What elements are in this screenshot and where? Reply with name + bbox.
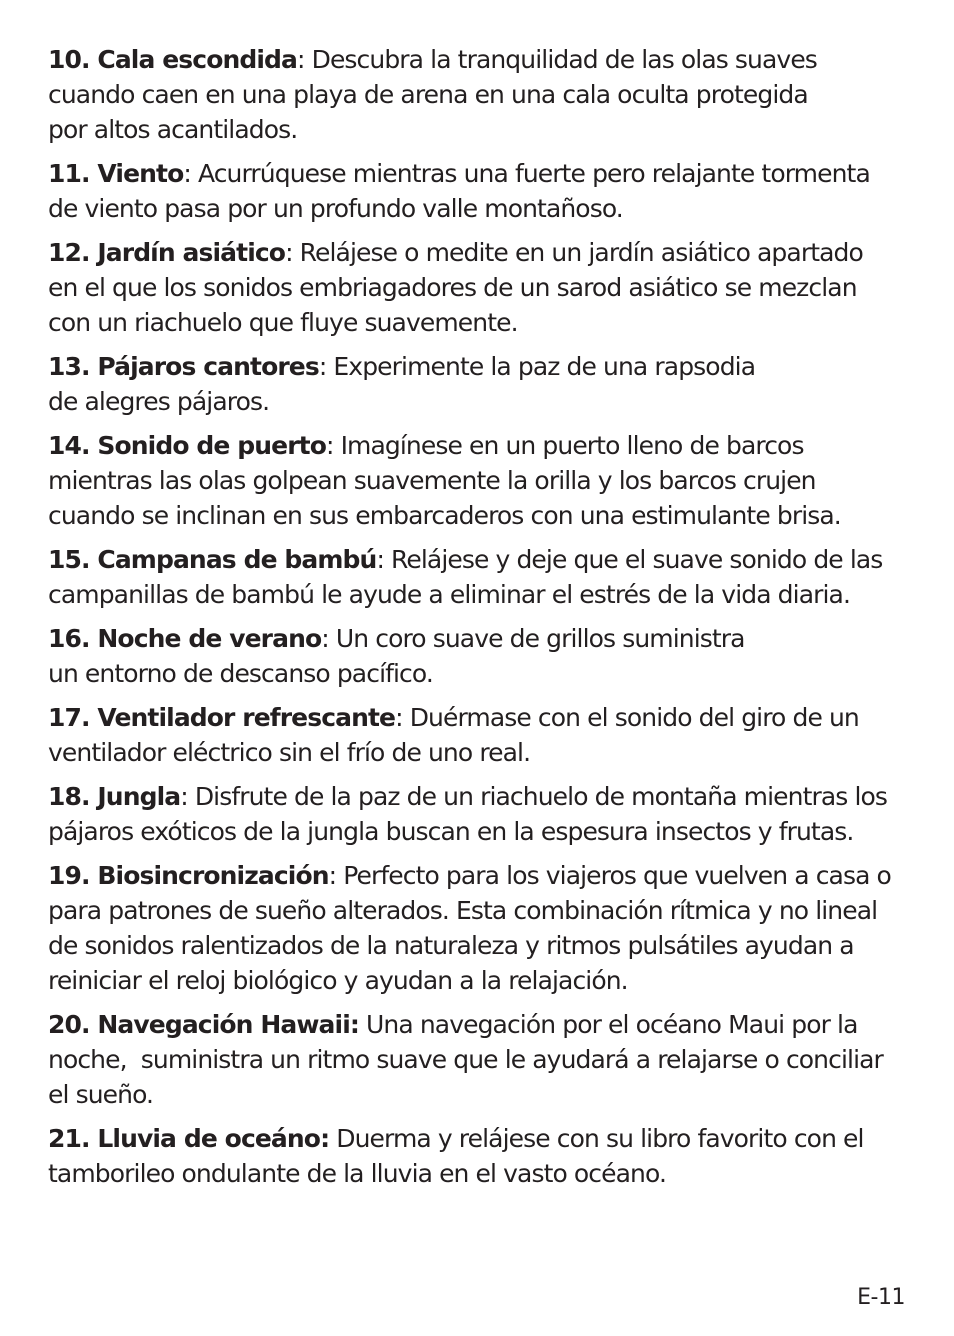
sound-entry-separator: : bbox=[180, 782, 195, 811]
sound-entry bbox=[48, 235, 910, 340]
sound-entry-title: 15. Campanas de bambú bbox=[48, 545, 377, 574]
sound-entry-description-line: Duerma y relájese con su libro favorito con el bbox=[336, 1124, 864, 1153]
sound-entry-description-line: Acurrúquese mientras una fuerte pero relajante tormenta bbox=[197, 159, 870, 188]
sound-entry-title: 13. Pájaros cantores bbox=[48, 352, 319, 381]
sound-entry-title: 12. Jardín asiático bbox=[48, 238, 286, 267]
sound-entry-title: 14. Sonido de puerto bbox=[48, 431, 326, 460]
sound-entry bbox=[48, 779, 910, 849]
sound-entry bbox=[48, 621, 910, 691]
sound-entry bbox=[48, 1007, 910, 1112]
sound-entry-separator bbox=[359, 1010, 366, 1039]
sound-entry-description-line: cuando caen en una playa de arena en una cala oculta protegida bbox=[48, 80, 808, 109]
sound-entry-description-line: Una navegación por el océano Maui por la bbox=[366, 1010, 858, 1039]
sound-entry-separator: : bbox=[328, 861, 344, 890]
sound-entry-title: 19. Biosincronización bbox=[48, 861, 329, 890]
sound-entry-description-line: Relájese y deje que el suave sonido de las bbox=[391, 545, 883, 574]
sound-entry-separator: : bbox=[395, 703, 410, 732]
page-number: E-11 bbox=[857, 1285, 905, 1310]
sound-entry-description-line: Descubra la tranquilidad de las olas suaves bbox=[311, 45, 817, 74]
sound-entry-description-line: noche, suministra un ritmo suave que le ayudará a relajarse o conciliar bbox=[48, 1045, 883, 1074]
sound-entry-description-line: Duérmase con el sonido del giro de un bbox=[409, 703, 859, 732]
sound-entry-title: 17. Ventilador refrescante bbox=[48, 703, 396, 732]
sound-entry bbox=[48, 428, 910, 533]
sound-entry-description-line: Experimente la paz de una rapsodia bbox=[333, 352, 756, 381]
sound-entry-description-line: campanillas de bambú le ayude a eliminar el estrés de la vida diaria. bbox=[48, 580, 851, 609]
sound-entry-separator: : bbox=[183, 159, 198, 188]
sound-entry-description-line: pájaros exóticos de la jungla buscan en la espesura insectos y frutas. bbox=[48, 817, 854, 846]
sound-entry-separator: : bbox=[325, 431, 341, 460]
sound-entry-description-line: mientras las olas golpean suavemente la orilla y los barcos crujen bbox=[48, 466, 816, 495]
sound-entry-description-line: por altos acantilados. bbox=[48, 115, 298, 144]
sound-entry-separator: : bbox=[285, 238, 300, 267]
sound-entry-description-line: reiniciar el reloj biológico y ayudan a la relajación. bbox=[48, 966, 628, 995]
sound-entry-description-line: con un riachuelo que fluye suavemente. bbox=[48, 308, 518, 337]
sound-entry-description-line: Un coro suave de grillos suministra bbox=[335, 624, 745, 653]
sound-entry-title: 11. Viento bbox=[48, 159, 184, 188]
sound-entry-title: 21. Lluvia de oceáno: bbox=[48, 1124, 330, 1153]
sound-entry-description-line: Perfecto para los viajeros que vuelven a casa o bbox=[343, 861, 891, 890]
sound-entry-description-line: el sueño. bbox=[48, 1080, 154, 1109]
sound-entry bbox=[48, 1121, 910, 1191]
sound-entry-description-line: ventilador eléctrico sin el frío de uno real. bbox=[48, 738, 531, 767]
sound-entry bbox=[48, 700, 910, 770]
sound-entry-description-line: de alegres pájaros. bbox=[48, 387, 270, 416]
sound-entry bbox=[48, 542, 910, 612]
sound-entry-description-line: de viento pasa por un profundo valle montañoso. bbox=[48, 194, 623, 223]
sound-entry-separator: : bbox=[376, 545, 392, 574]
sound-entry-title: 10. Cala escondida bbox=[48, 45, 298, 74]
sound-entry-description-line: Disfrute de la paz de un riachuelo de montaña mientras los bbox=[194, 782, 888, 811]
sound-entry-title: 18. Jungla bbox=[48, 782, 181, 811]
sound-list bbox=[48, 42, 910, 1200]
sound-entry bbox=[48, 156, 910, 226]
sound-entry bbox=[48, 858, 910, 998]
sound-entry-description-line: para patrones de sueño alterados. Esta combinación rítmica y no lineal bbox=[48, 896, 878, 925]
sound-entry-title: 20. Navegación Hawaii: bbox=[48, 1010, 359, 1039]
sound-entry-description-line: un entorno de descanso pacífico. bbox=[48, 659, 433, 688]
sound-entry-description-line: tamborileo ondulante de la lluvia en el vasto océano. bbox=[48, 1159, 666, 1188]
sound-entry-separator: : bbox=[297, 45, 312, 74]
sound-entry-description-line: cuando se inclinan en sus embarcaderos con una estimulante brisa. bbox=[48, 501, 841, 530]
sound-entry-separator: : bbox=[318, 352, 334, 381]
sound-entry bbox=[48, 349, 910, 419]
sound-entry-separator: : bbox=[321, 624, 336, 653]
sound-entry bbox=[48, 42, 910, 147]
sound-entry-description-line: Imagínese en un puerto lleno de barcos bbox=[340, 431, 804, 460]
sound-entry-description-line: de sonidos ralentizados de la naturaleza y ritmos pulsátiles ayudan a bbox=[48, 931, 854, 960]
sound-entry-title: 16. Noche de verano bbox=[48, 624, 322, 653]
sound-entry-description-line: Relájese o medite en un jardín asiático apartado bbox=[299, 238, 863, 267]
sound-entry-description-line: en el que los sonidos embriagadores de un sarod asiático se mezclan bbox=[48, 273, 857, 302]
